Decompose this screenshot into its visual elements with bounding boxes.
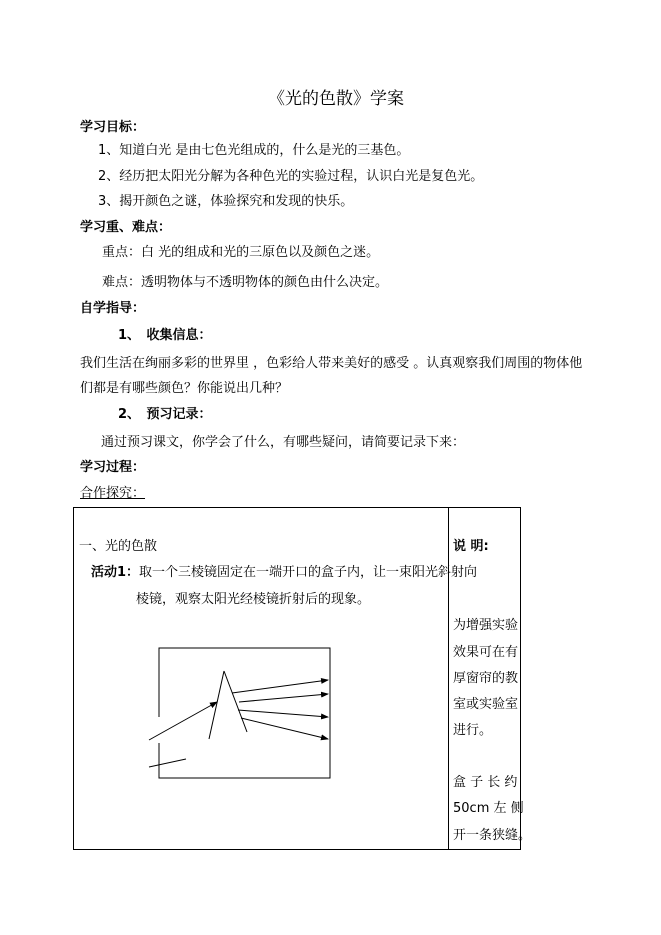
key-points-heading: 学习重、难点： bbox=[80, 220, 172, 235]
note-line: 效果可在有 bbox=[453, 645, 519, 660]
coop-heading: 合作探究： bbox=[80, 486, 146, 501]
note-line: 进行。 bbox=[453, 723, 493, 738]
note-line: 为增强实验 bbox=[453, 618, 519, 633]
lower-ray bbox=[149, 759, 186, 767]
step1-text: 们都是有哪些颜色？你能说出几种？ bbox=[80, 381, 289, 396]
activity-text: 棱镜，观察太阳光经棱镜折射后的现象。 bbox=[136, 592, 371, 607]
step1-text: 我们生活在绚丽多彩的世界里 ，色彩给人带来美好的感受 。认真观察我们周围的物体他 bbox=[80, 356, 583, 371]
key-point: 重点：白 光的组成和光的三原色以及颜色之迷。 bbox=[102, 245, 380, 260]
step2-text: 通过预习课文，你学会了什么，有哪些疑问，请简要记录下来： bbox=[101, 435, 466, 450]
note-line: 开一条狭缝。 bbox=[453, 828, 532, 843]
note-line: 室或实验室 bbox=[453, 697, 519, 712]
step2-heading: 2、 预习记录： bbox=[118, 407, 212, 422]
note-line: 厚窗帘的教 bbox=[453, 671, 519, 686]
dispersed-ray bbox=[241, 718, 328, 739]
dispersed-ray bbox=[232, 680, 328, 693]
dispersed-ray bbox=[239, 694, 328, 702]
activity-text: 取一个三棱镜固定在一端开口的盒子内，让一束阳光斜射向 bbox=[139, 565, 478, 580]
note-line: 盒 子 长 约 bbox=[453, 775, 518, 790]
self-study-heading: 自学指导： bbox=[80, 301, 146, 316]
process-heading: 学习过程： bbox=[80, 460, 146, 475]
notes-heading: 说 明: bbox=[453, 539, 489, 554]
page-title: 《光的色散》学案 bbox=[268, 89, 404, 109]
goal-item: 2、经历把太阳光分解为各种色光的实验过程，认识白光是复色光。 bbox=[98, 169, 484, 184]
goal-item: 3、揭开颜色之谜，体验探究和发现的快乐。 bbox=[98, 194, 354, 209]
dispersed-ray bbox=[238, 710, 328, 717]
goals-heading: 学习目标： bbox=[80, 120, 146, 135]
step1-heading: 1、 收集信息： bbox=[118, 328, 212, 343]
activity-label: 活动1： bbox=[91, 565, 140, 580]
section-title: 一、光的色散 bbox=[79, 539, 158, 554]
box-outline bbox=[159, 648, 330, 778]
goal-item: 1、知道白光 是由七色光组成的，什么是光的三基色。 bbox=[98, 143, 410, 158]
difficult-point: 难点：透明物体与不透明物体的颜色由什么决定。 bbox=[102, 275, 389, 290]
note-line: 50cm 左 侧 bbox=[453, 801, 524, 816]
